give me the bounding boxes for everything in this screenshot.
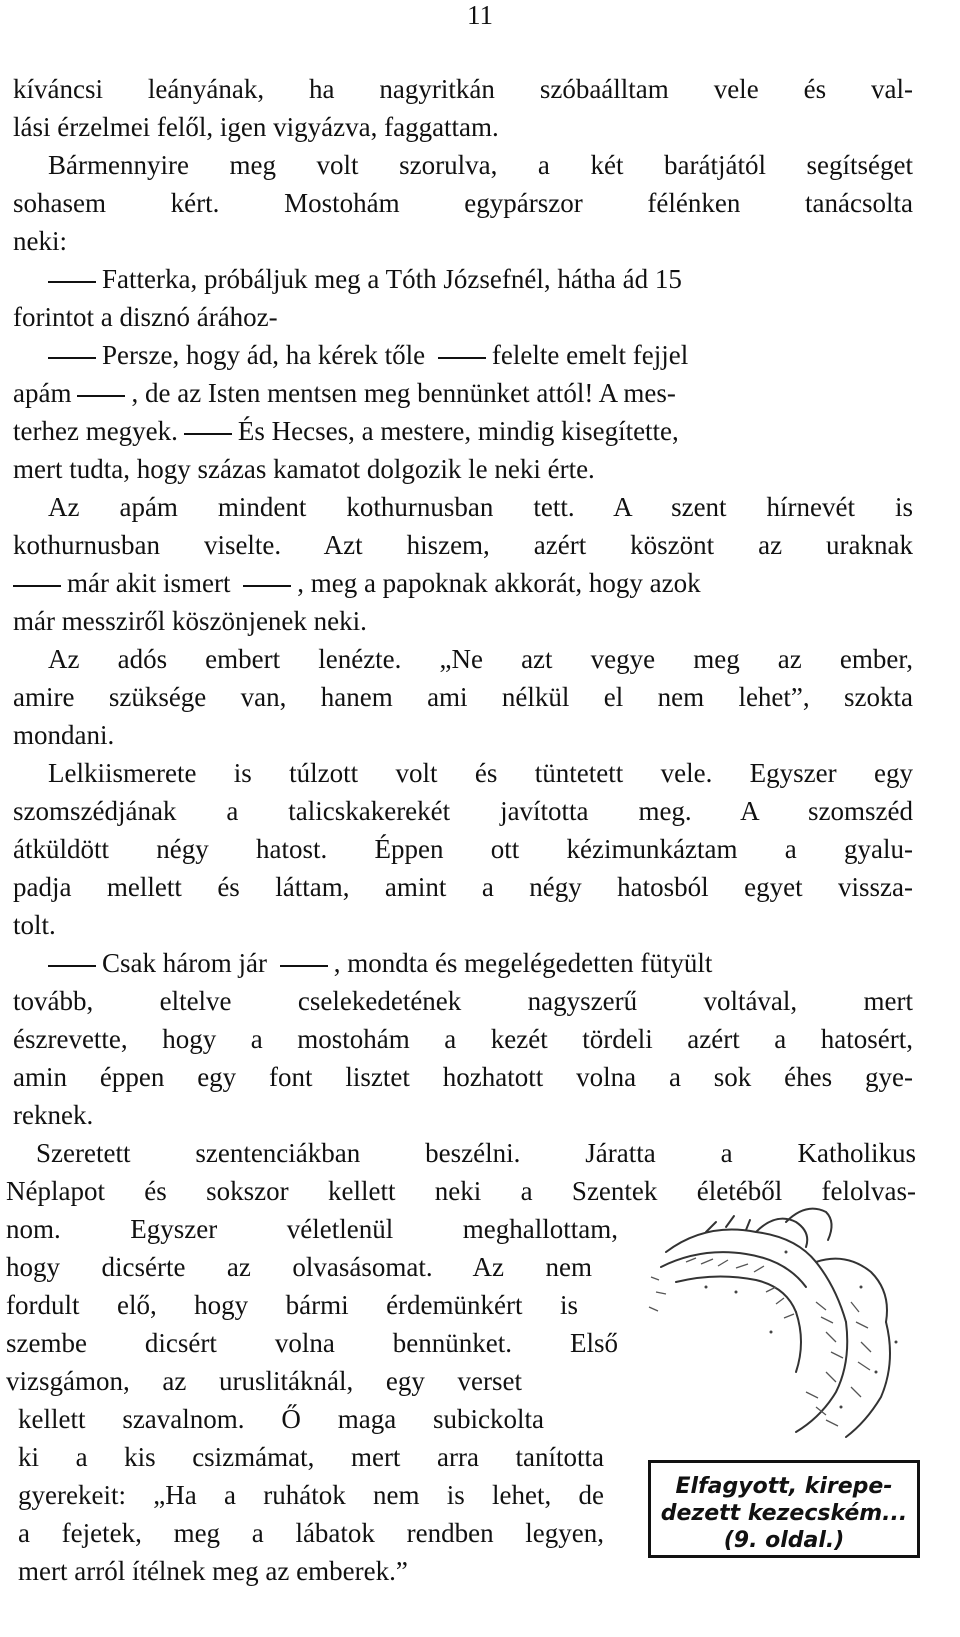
text-line: padja mellett és láttam, amint a négy hatosból egyet vissza-: [13, 872, 913, 902]
text-line: észrevette, hogy a mostohám a kezét tördeli azért a hatosért,: [13, 1024, 913, 1054]
em-dash: [77, 395, 125, 397]
text-line: apám , de az Isten mentsen meg bennünket attól! A mes-: [13, 378, 676, 408]
text-line: Szeretett szentenciákban beszélni. Járatta a Katholikus: [36, 1138, 916, 1168]
text-line: gyerekeit: „Ha a ruhátok nem is lehet, de: [18, 1480, 604, 1510]
text-line: reknek.: [13, 1100, 94, 1130]
em-dash: [243, 585, 291, 587]
text-line: szembe dicsért volna bennünket. Első: [6, 1328, 618, 1358]
text-line: terhez megyek. És Hecses, a mestere, mindig kisegítette,: [13, 416, 679, 446]
dialogue-line: Csak három jár , mondta és megelégedetten fütyült: [48, 944, 913, 982]
text-line: átküldött négy hatost. Éppen ott kézimunkáztam a gyalu-: [13, 834, 913, 864]
text-line: kellett szavalnom. Ő maga subickolta: [18, 1404, 544, 1434]
text-line: vizsgámon, az uruslitáknál, egy verset: [6, 1366, 522, 1396]
em-dash: [13, 585, 61, 587]
em-dash: [280, 965, 328, 967]
hand-sketch-illustration: [646, 1192, 922, 1442]
page-number: 11: [467, 0, 493, 30]
text-line: nom. Egyszer véletlenül meghallottam,: [6, 1214, 618, 1244]
text-line: mert arról ítélnek meg az emberek.”: [18, 1556, 408, 1586]
illustration-caption: [648, 1460, 920, 1558]
caption-line: Elfagyott, kirepe-: [675, 1474, 893, 1499]
text-line: már akit ismert , meg a papoknak akkorát, hogy azok: [13, 564, 913, 602]
text-line: Az apám mindent kothurnusban tett. A szent hírnevét is: [48, 492, 913, 522]
text-line: amire szüksége van, hanem ami nélkül el nem lehet”, szokta: [13, 682, 913, 712]
em-dash: [438, 357, 486, 359]
caption-line: dezett kezecském...: [660, 1501, 908, 1526]
text-line: neki:: [13, 226, 67, 256]
text-line: Az adós embert lenézte. „Ne azt vegye meg az ember,: [48, 644, 913, 674]
text-line: mert tudta, hogy százas kamatot dolgozik le neki érte.: [13, 454, 595, 484]
em-dash: [48, 357, 96, 359]
text-line: szomszédjának a talicskakerekét javította meg. A szomszéd: [13, 796, 913, 826]
text-line: amin éppen egy font lisztet hozhatott volna a sok éhes gye-: [13, 1062, 913, 1092]
text-line: fordult elő, hogy bármi érdemünkért is: [6, 1290, 578, 1320]
caption-line: (9. oldal.): [723, 1528, 845, 1553]
em-dash: [48, 965, 96, 967]
text-line: kothurnusban viselte. Azt hiszem, azért köszönt az uraknak: [13, 530, 913, 560]
text-line: lási érzelmei felől, igen vigyázva, faggattam.: [13, 112, 499, 142]
text-line: kíváncsi leányának, ha nagyritkán szóbaálltam vele és val-: [13, 74, 913, 104]
em-dash: [184, 433, 232, 435]
text-line: Bármennyire meg volt szorulva, a két barátjától segítséget: [48, 150, 913, 180]
text-line: a fejetek, meg a lábatok rendben legyen,: [18, 1518, 604, 1548]
text-line: már messziről köszönjenek neki.: [13, 606, 367, 636]
em-dash: [48, 281, 96, 283]
dialogue-line: Fatterka, próbáljuk meg a Tóth Józsefnél, hátha ád 15: [48, 260, 913, 298]
dialogue-line: Persze, hogy ád, ha kérek tőle felelte emelt fejjel: [48, 336, 913, 374]
text-line: mondani.: [13, 720, 115, 750]
text-line: forintot a disznó árához-: [13, 302, 278, 332]
text-line: Lelkiismerete is túlzott volt és tüntetett vele. Egyszer egy: [48, 758, 913, 788]
text-line: ki a kis csizmámat, mert arra tanította: [18, 1442, 604, 1472]
text-line: Néplapot és sokszor kellett neki a Szentek életéből felolvas-: [6, 1176, 916, 1206]
text-line: hogy dicsérte az olvasásomat. Az nem: [6, 1252, 592, 1282]
text-line: sohasem kért. Mostohám egypárszor félénken tanácsolta: [13, 188, 913, 218]
text-line: tolt.: [13, 910, 56, 940]
text-line: tovább, eltelve cselekedetének nagyszerű voltával, mert: [13, 986, 913, 1016]
